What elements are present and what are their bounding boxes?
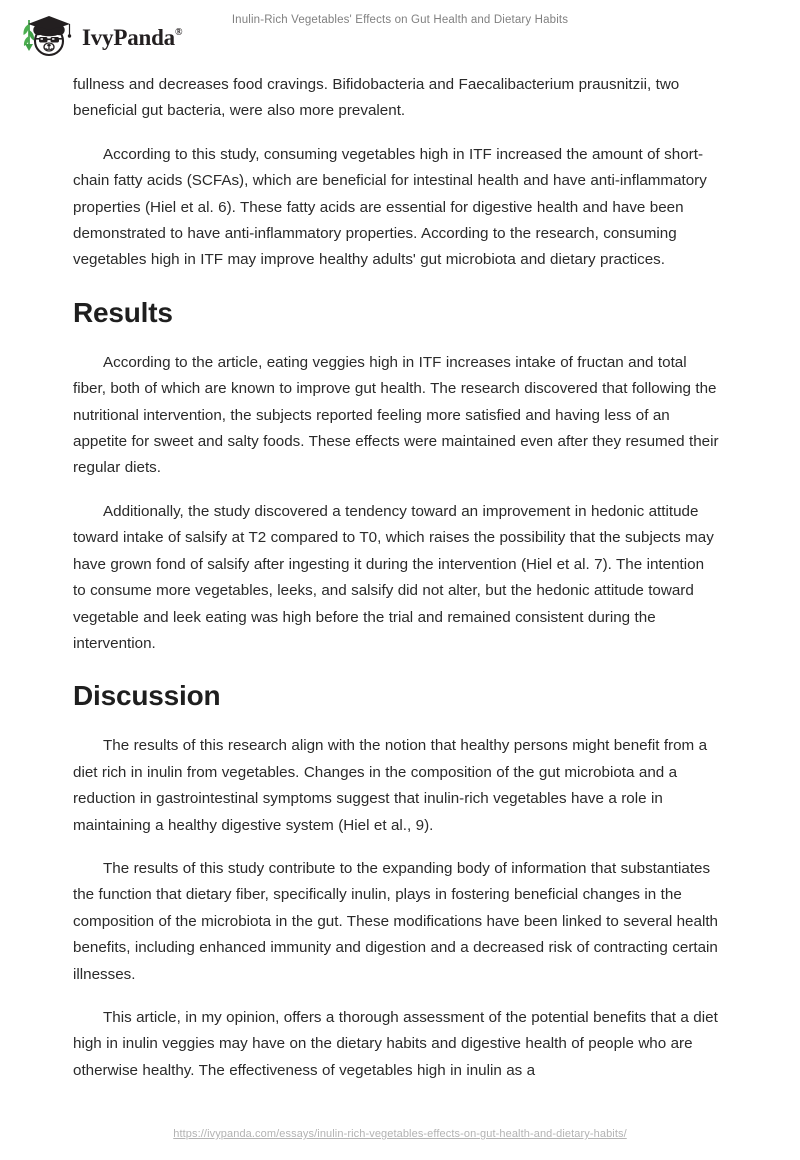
- body-paragraph: This article, in my opinion, offers a thorough assessment of the potential benefits that a diet high in inulin veggies may have on the dietary habits and digestive health of people who are otherwise healthy. The effectiveness of vegetables high in inulin as a: [73, 1008, 718, 1079]
- brand-wordmark: [82, 26, 182, 49]
- body-paragraph: The results of this research align with the notion that healthy persons might benefit from a diet rich in inulin from vegetables. Changes in the composition of the gut microbiota and a reduction in gastrointestinal symptoms suggest that inulin-rich vegetables have a role in maintaining a healthy digestive system (Hiel et al., 9).: [73, 737, 708, 834]
- registered-mark: ®: [174, 26, 183, 38]
- body-paragraph: According to the article, eating veggies high in ITF increases intake of fructan and total fiber, both of which are known to improve gut health. The research discovered that following the nutritional intervention, the subjects reported feeling more satisfied and having less of an appetite for sweet and salty foods. These effects were maintained even after they resumed their regular diets.: [73, 353, 719, 477]
- document-body: [73, 72, 719, 1101]
- body-paragraph: According to this study, consuming vegetables high in ITF increased the amount of short-chain fatty acids (SCFAs), which are beneficial for intestinal health and have anti-inflammatory properties (Hiel et al. 6). These fatty acids are essential for digestive health and have been demonstrated to have anti-inflammatory properties. According to the research, consuming vegetables high in ITF may improve healthy adults' gut microbiota and dietary practices.: [73, 145, 707, 269]
- body-paragraph: The results of this study contribute to the expanding body of information that substantiates the function that dietary fiber, specifically inulin, plays in fostering beneficial changes in the composition of the microbiota in the gut. These modifications have been linked to several health benefits, including enhanced immunity and digestion and a decreased risk of contracting certain illnesses.: [73, 859, 718, 983]
- document-title: Inulin-Rich Vegetables' Effects on Gut Health and Dietary Habits: [231, 14, 569, 26]
- page-footer: [0, 1124, 800, 1142]
- page-header: [0, 0, 800, 62]
- body-paragraph: fullness and decreases food cravings. Bifidobacteria and Faecalibacterium prausnitzii, two beneficial gut bacteria, were also more prevalent.: [73, 76, 680, 120]
- section-heading: Discussion: [73, 680, 221, 712]
- brand-name-text: IvyPanda: [82, 24, 175, 50]
- body-paragraph: Additionally, the study discovered a tendency toward an improvement in hedonic attitude toward intake of salsify at T2 compared to T0, which raises the possibility that the subjects may have grown fond of salsify after ingesting it during the intervention (Hiel et al. 7). The intention to consume more vegetables, leeks, and salsify did not alter, but the hedonic attitude toward vegetable and leek eating was high before the trial and remained consistent during the intervention.: [73, 502, 714, 652]
- section-heading: Results: [73, 296, 173, 328]
- source-url-link[interactable]: https://ivypanda.com/essays/inulin-rich-vegetables-effects-on-gut-health-and-dietary-habits/: [173, 1128, 627, 1140]
